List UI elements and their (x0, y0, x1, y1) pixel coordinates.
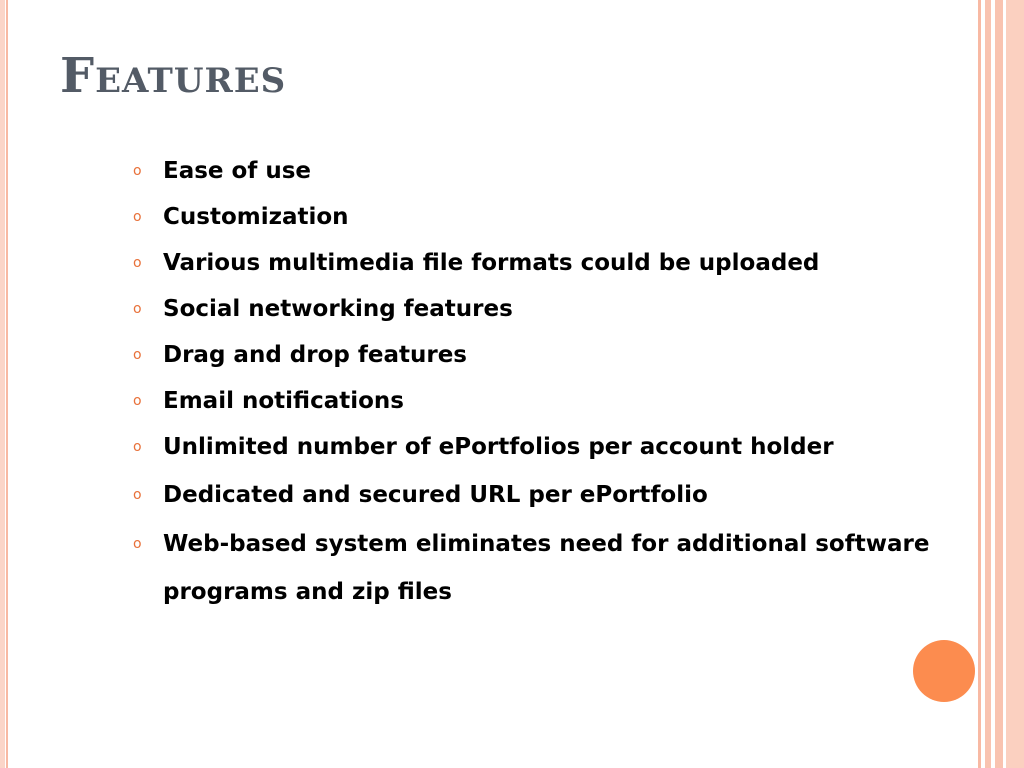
bullet-marker-icon: o (133, 536, 142, 552)
list-item-text: Dedicated and secured URL per ePortfolio (163, 482, 708, 508)
list-item-text: Unlimited number of ePortfolios per account holder (163, 434, 834, 460)
list-item-text: Social networking features (163, 296, 513, 322)
list-item (133, 286, 953, 332)
list-item-text: Customization (163, 204, 349, 230)
bullet-marker-icon: o (133, 487, 142, 503)
feature-list (133, 148, 953, 616)
bullet-marker-icon: o (133, 393, 142, 409)
list-item (133, 520, 953, 616)
left-border-stripe (0, 0, 5, 768)
list-item (133, 378, 953, 424)
decorative-circle-icon (913, 640, 975, 702)
left-border-stripe (6, 0, 8, 768)
right-border-stripe (1006, 0, 1024, 768)
bullet-marker-icon: o (133, 347, 142, 363)
list-item (133, 472, 953, 520)
list-item-text: Drag and drop features (163, 342, 467, 368)
left-border-decoration (0, 0, 9, 768)
list-item-text: Various multimedia file formats could be uploaded (163, 250, 820, 276)
bullet-marker-icon: o (133, 301, 142, 317)
slide-title: Features (60, 48, 287, 104)
list-item (133, 332, 953, 378)
right-border-decoration (978, 0, 1024, 768)
bullet-marker-icon: o (133, 439, 142, 455)
bullet-marker-icon: o (133, 163, 142, 179)
list-item (133, 194, 953, 240)
right-border-stripe (995, 0, 1003, 768)
list-item (133, 424, 953, 472)
bullet-marker-icon: o (133, 255, 142, 271)
list-item (133, 148, 953, 194)
list-item-text: Web-based system eliminates need for additional software programs and zip files (163, 531, 930, 605)
list-item (133, 240, 953, 286)
list-item-text: Email notifications (163, 388, 404, 414)
list-item-text: Ease of use (163, 158, 312, 184)
bullet-marker-icon: o (133, 209, 142, 225)
